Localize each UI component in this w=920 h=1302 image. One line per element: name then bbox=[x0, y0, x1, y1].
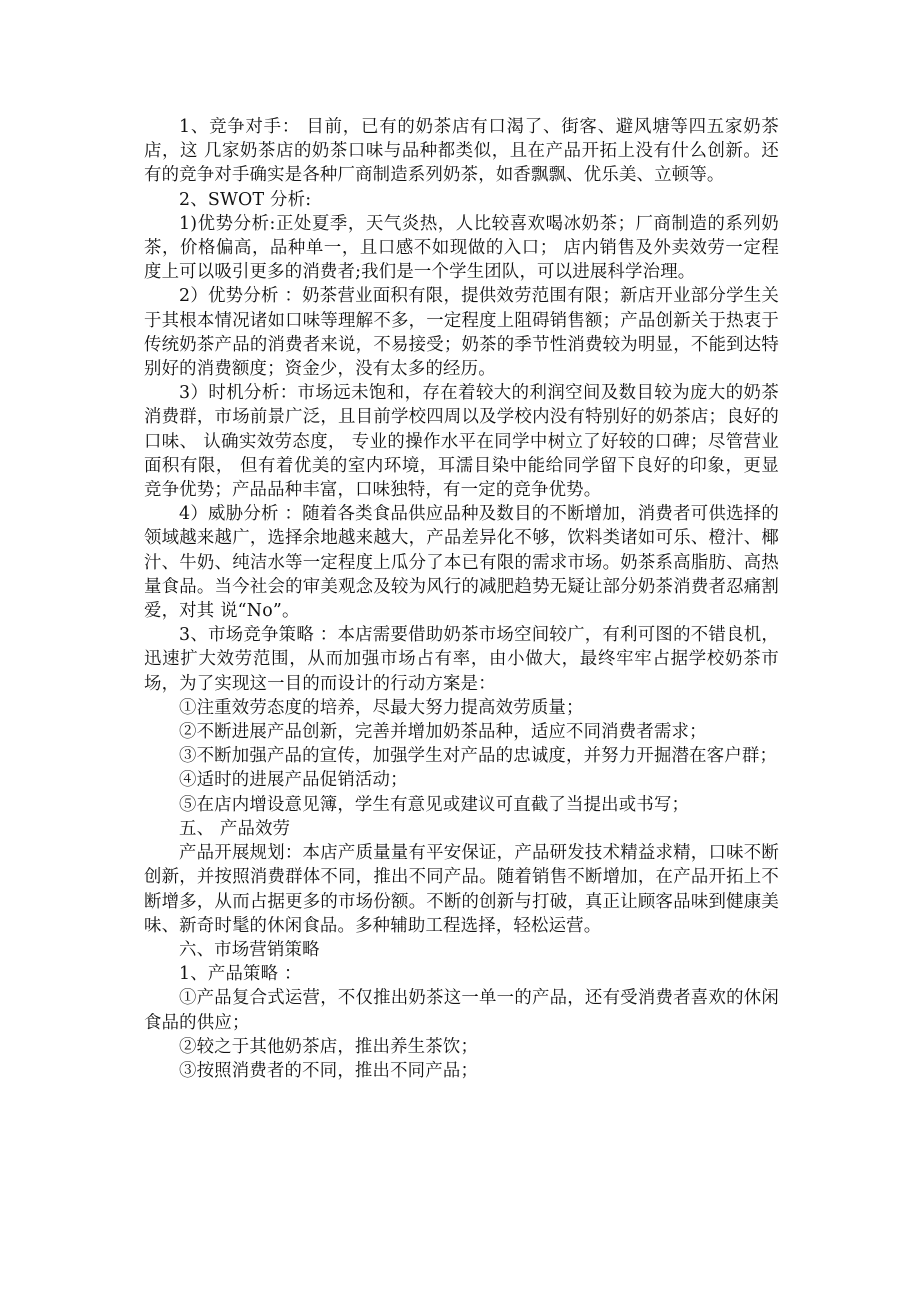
heading-product-service: 五、 产品效劳 bbox=[179, 818, 291, 839]
list-item: ⑤在店内增设意见簿，学生有意见或建议可直截了当提出或书写； bbox=[179, 794, 690, 815]
list-item: ③不断加强产品的宣传，加强学生对产品的忠诚度，并努力开掘潜在客户群； bbox=[179, 746, 778, 767]
list-item: ①产品复合式运营，不仅推出奶茶这一单一的产品，还有受消费者喜欢的休闲食品的供应； bbox=[144, 988, 779, 1033]
paragraph-competitors: 1、竞争对手： 目前，已有的奶茶店有口渴了、街客、避风塘等四五家奶茶店，这 几家奶茶店的奶茶口味与品种都类似，且在产品开拓上没有什么创新。还有的竞争对手确实是各种厂商制造系列奶茶，如香飘飘、优乐美、立顿等。 bbox=[144, 117, 779, 186]
paragraph-product-plan: 产品开展规划：本店产质量量有平安保证，产品研发技术精益求精，口味不断创新，并按照消费群体不同，推出不同产品。随着销售不断增加，在产品开拓上不断增多，从而占据更多的市场份额。不断的创新与打破，真正让顾客品味到健康美味、新奇时髦的休闲食品。多种辅助工程选择，轻松运营。 bbox=[144, 843, 779, 936]
paragraph-strengths: 1)优势分析:正处夏季，天气炎热，人比较喜欢喝冰奶茶；厂商制造的系列奶茶，价格偏高，品种单一，且口感不如现做的入口； 店内销售及外卖效劳一定程度上可以吸引更多的消费者;我们是一个学生团队，可以进展科学治理。 bbox=[144, 213, 779, 283]
list-item: ②不断进展产品创新，完善并增加奶茶品种，适应不同消费者需求； bbox=[179, 722, 707, 743]
document-body bbox=[144, 115, 779, 1083]
paragraph-weaknesses: 2）优势分析 ：奶茶营业面积有限，提供效劳范围有限；新店开业部分学生关于其根本情况诸如口味等理解不多，一定程度上阻碍销售额；产品创新关于热衷于传统奶茶产品的消费者来说，不易接受；奶茶的季节性消费较为明显，不能到达特别好的消费额度；资金少，没有太多的经历。 bbox=[144, 286, 779, 380]
heading-product-strategy: 1、产品策略 ： bbox=[179, 964, 302, 985]
heading-marketing-strategy: 六、市场营销策略 bbox=[179, 939, 320, 960]
paragraph-competition-strategy: 3、市场竞争策略 ：本店需要借助奶茶市场空间较广，有利可图的不错良机， 迅速扩大效劳范围，从而加强市场占有率，由小做大，最终牢牢占据学校奶茶市场，为了实现这一目的而设计的行动方案是： bbox=[144, 625, 779, 694]
list-item: ②较之于其他奶茶店，推出养生茶饮； bbox=[179, 1036, 479, 1057]
paragraph-threats: 4）威胁分析 ：随着各类食品供应品种及数目的不断增加，消费者可供选择的领域越来越广，选择余地越来越大，产品差异化不够，饮料类诸如可乐、橙汁、椰汁、牛奶、纯洁水等一定程度上瓜分了本已有限的需求市场。奶茶系高脂肪、高热量食品。当今社会的审美观念及较为风行的减肥趋势无疑让部分奶茶消费者忍痛割爱，对其 说“No”。 bbox=[144, 504, 779, 622]
paragraph-opportunities: 3）时机分析：市场远未饱和，存在着较大的利润空间及数目较为庞大的奶茶消费群，市场前景广泛，且目前学校四周以及学校内没有特别好的奶茶店；良好的口味、 认确实效劳态度， 专业的操作水平在同学中树立了好较的口碑；尽管营业面积有限， 但有着优美的室内环境，耳濡目染中能给同学留下良好的印象，更显竞争优势；产品品种丰富，口味独特，有一定的竞争优势。 bbox=[144, 383, 779, 501]
list-item: ③按照消费者的不同，推出不同产品； bbox=[179, 1060, 479, 1081]
heading-swot: 2、SWOT 分析: bbox=[179, 189, 312, 210]
list-item: ④适时的进展产品促销活动； bbox=[179, 770, 408, 791]
list-item: ①注重效劳态度的培养，尽最大努力提高效劳质量； bbox=[179, 697, 584, 718]
